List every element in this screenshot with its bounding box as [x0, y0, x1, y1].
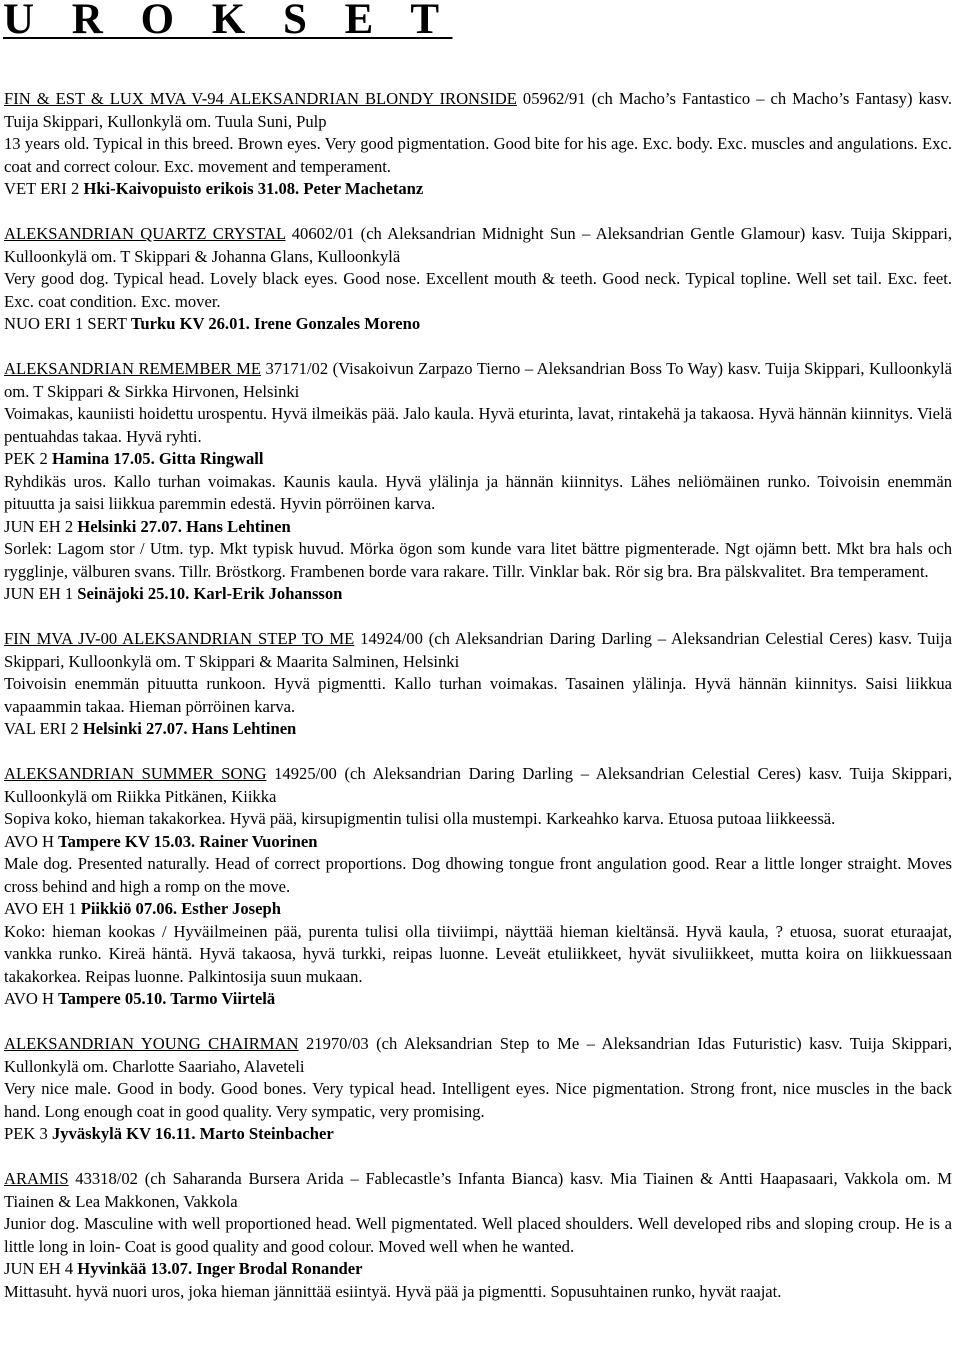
- dog-name: FIN MVA JV-00 ALEKSANDRIAN STEP TO ME: [4, 629, 355, 648]
- dog-entry: [4, 88, 952, 201]
- critique-result: [4, 988, 952, 1011]
- dog-entry: [4, 1033, 952, 1146]
- dog-pedigree: 14924/00 (ch Aleksandrian Daring Darling – Aleksandrian Celestial Ceres) kasv. Tuija Skippari, Kulloonkylä om. T Skippari & Maarita Salminen, Helsinki: [4, 629, 952, 671]
- critique-result: [4, 178, 952, 201]
- dog-entry: [4, 358, 952, 606]
- dog-name: ALEKSANDRIAN SUMMER SONG: [4, 764, 267, 783]
- award: PEK 3: [4, 1124, 52, 1143]
- critique-result: [4, 583, 952, 606]
- critique-text: Ryhdikäs uros. Kallo turhan voimakas. Kaunis kaula. Hyvä ylälinja ja hännän kiinnitys. Lähes neliömäinen runko. Toivoisin enemmän pituutta ja saisi liikkua paremmin edestä. Hyvin pörröinen karva.: [4, 471, 952, 513]
- show-and-judge: Tampere 05.10. Tarmo Viirtelä: [58, 989, 276, 1008]
- critique-result: [4, 831, 952, 854]
- show-and-judge: Jyväskylä KV 16.11. Marto Steinbacher: [51, 1124, 334, 1143]
- show-and-judge: Turku KV 26.01. Irene Gonzales Moreno: [130, 314, 421, 333]
- award: JUN EH 2: [4, 516, 78, 536]
- critique-result: [4, 898, 952, 921]
- show-and-judge: Seinäjoki 25.10. Karl-Erik Johansson: [77, 584, 343, 603]
- dog-name: ARAMIS: [4, 1169, 69, 1188]
- dog-entry: [4, 763, 952, 1011]
- show-and-judge: Tampere KV 15.03. Rainer Vuorinen: [58, 831, 318, 851]
- critique-text: 13 years old. Typical in this breed. Brown eyes. Very good pigmentation. Good bite for his age. Exc. body. Exc. muscles and angulations. Exc. coat and correct colour. Exc. movement and temperament.: [4, 134, 952, 176]
- entry-header: [4, 628, 952, 673]
- award: AVO EH 1: [4, 899, 81, 918]
- critique-text: Voimakas, kauniisti hoidettu urospentu. Hyvä ilmeikäs pää. Jalo kaula. Hyvä eturinta, lavat, rintakehä ja takaosa. Hyvä hännän kiinnitys. Vielä pentuahdas takaa. Hyvä ryhti.: [4, 404, 952, 446]
- dog-name: FIN & EST & LUX MVA V-94 ALEKSANDRIAN BLONDY IRONSIDE: [4, 89, 517, 108]
- entry-header: [4, 763, 952, 808]
- critique-text: Mittasuht. hyvä nuori uros, joka hieman jännittää esiintyä. Hyvä pää ja pigmentti. Sopusuhtainen runko, hyvät raajat.: [4, 1281, 782, 1301]
- entry-header: [4, 1033, 952, 1078]
- dog-entry: [4, 223, 952, 336]
- dog-entry: [4, 1168, 952, 1303]
- dog-entry: [4, 628, 952, 741]
- show-and-judge: Helsinki 27.07. Hans Lehtinen: [77, 516, 291, 536]
- critique-result: [4, 448, 952, 471]
- critique-text: Sorlek: Lagom stor / Utm. typ. Mkt typisk huvud. Mörka ögon som kunde vara litet bättre pigmenterade. Ngt ojämn bett. Mkt bra hals och rygglinje, välburen svans. Tillr. Bröstkorg. Frambenen borde vara rakare. Tillr. Vinklar bak. Rör sig bra. Bra pälskvalitet. Bra temperament.: [4, 539, 952, 581]
- critique-text: Junior dog. Masculine with well proportioned head. Well pigmentated. Well placed shoulders. Well developed ribs and sloping croup. He is a little long in loin- Coat is good quality and good colour. Moved well when he wanted.: [4, 1214, 952, 1256]
- award: VET ERI 2: [4, 179, 84, 198]
- dog-name: ALEKSANDRIAN QUARTZ CRYSTAL: [4, 224, 286, 243]
- award: NUO ERI 1 SERT: [4, 314, 131, 333]
- award: AVO H: [4, 989, 59, 1008]
- critique-result: [4, 516, 952, 539]
- critique-text: Very nice male. Good in body. Good bones. Very typical head. Intelligent eyes. Nice pigmentation. Strong front, nice muscles in the back hand. Long enough coat in good quality. Very sympatic, very promising.: [4, 1079, 952, 1121]
- critique-list: [4, 88, 952, 1326]
- entry-header: [4, 88, 952, 133]
- show-and-judge: Hamina 17.05. Gitta Ringwall: [51, 449, 264, 468]
- critique-text: Very good dog. Typical head. Lovely black eyes. Good nose. Excellent mouth & teeth. Good neck. Typical topline. Well set tail. Exc. feet. Exc. coat condition. Exc. mover.: [4, 269, 952, 311]
- dog-name: ALEKSANDRIAN YOUNG CHAIRMAN: [4, 1034, 299, 1053]
- dog-pedigree: 40602/01 (ch Aleksandrian Midnight Sun – Aleksandrian Gentle Glamour) kasv. Tuija Skippari, Kulloonkylä om. T Skippari & Johanna Glans, Kulloonkylä: [4, 224, 953, 266]
- critique-result: [4, 1258, 952, 1281]
- show-and-judge: Hki-Kaivopuisto erikois 31.08. Peter Machetanz: [83, 179, 424, 198]
- critique-text: Koko: hieman kookas / Hyväilmeinen pää, purenta tulisi olla tiiviimpi, näyttää hieman kieltänsä. Hyvä kaula, ? etuosa, suorat eturaajat, vankka runko. Kireä häntä. Hyvä takaosa, hyvä turkki, reipas luonne. Leveät etuliikkeet, hyvät sivuliikkeet, mutta koira on liikkuessaan takakorkea. Reipas luonne. Palkintosija suun mukaan.: [4, 921, 952, 986]
- award: VAL ERI 2: [4, 719, 83, 738]
- dog-name: ALEKSANDRIAN REMEMBER ME: [4, 359, 261, 378]
- dog-pedigree: 14925/00 (ch Aleksandrian Daring Darling – Aleksandrian Celestial Ceres) kasv. Tuija Skippari, Kulloonkylä om Riikka Pitkänen, Kiikka: [4, 764, 953, 806]
- dog-pedigree: 21970/03 (ch Aleksandrian Step to Me – Aleksandrian Idas Futuristic) kasv. Tuija Skippari, Kullonkylä om. Charlotte Saariaho, Alaveteli: [4, 1034, 952, 1076]
- critique-result: [4, 313, 952, 336]
- award: JUN EH 4: [4, 1259, 78, 1278]
- critique-result: [4, 718, 952, 741]
- critique-text: Toivoisin enemmän pituutta runkoon. Hyvä pigmentti. Kallo turhan voimakas. Tasainen ylälinja. Hyvä hännän kiinnitys. Saisi liikkua vapaammin takaa. Hieman pörröinen karva.: [4, 674, 952, 716]
- show-and-judge: Hyvinkää 13.07. Inger Brodal Ronander: [77, 1259, 363, 1278]
- critique-text: Male dog. Presented naturally. Head of correct proportions. Dog dhowing tongue front angulation good. Rear a little longer straight. Moves cross behind and high a romp on the move.: [4, 854, 952, 896]
- dog-pedigree: 05962/91 (ch Macho’s Fantastico – ch Macho’s Fantasy) kasv. Tuija Skippari, Kullonkylä om. Tuula Suni, Pulp: [4, 89, 952, 131]
- entry-header: [4, 358, 952, 403]
- entry-header: [4, 223, 952, 268]
- page-title: U R O K S E T: [3, 0, 453, 43]
- award: PEK 2: [4, 449, 52, 468]
- show-and-judge: Piikkiö 07.06. Esther Joseph: [80, 899, 281, 918]
- award: JUN EH 1: [4, 584, 78, 603]
- award: AVO H: [4, 831, 59, 851]
- entry-header: [4, 1168, 952, 1213]
- show-and-judge: Helsinki 27.07. Hans Lehtinen: [82, 719, 297, 738]
- critique-text: Sopiva koko, hieman takakorkea. Hyvä pää, kirsupigmentin tulisi olla mustempi. Karkeahko karva. Etuosa putoaa liikkeessä.: [4, 809, 836, 828]
- critique-result: [4, 1123, 952, 1146]
- dog-pedigree: 43318/02 (ch Saharanda Bursera Arida – Fablecastle’s Infanta Bianca) kasv. Mia Tiainen & Antti Haapasaari, Vakkola om. M Tiainen & Lea Makkonen, Vakkola: [4, 1169, 952, 1211]
- dog-pedigree: 37171/02 (Visakoivun Zarpazo Tierno – Aleksandrian Boss To Way) kasv. Tuija Skippari, Kulloonkylä om. T Skippari & Sirkka Hirvonen, Helsinki: [4, 359, 952, 401]
